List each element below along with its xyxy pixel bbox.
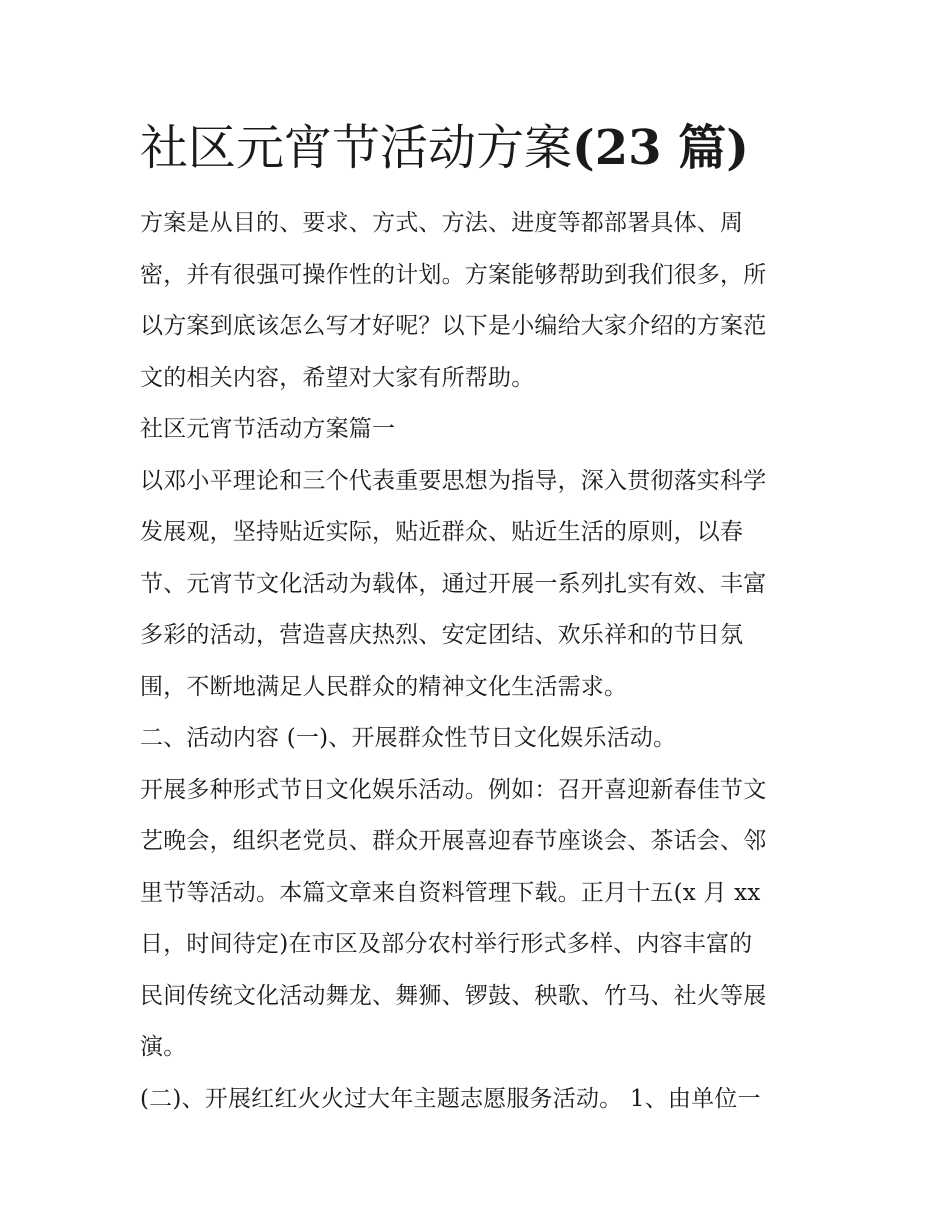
paragraph-line: 发展观，坚持贴近实际，贴近群众、贴近生活的原则，以春 bbox=[140, 519, 744, 545]
paragraph-line: 民间传统文化活动舞龙、舞狮、锣鼓、秧歌、竹马、社火等展 bbox=[140, 982, 767, 1009]
paragraph-line: 日，时间待定)在市区及部分农村举行形式多样、内容丰富的 bbox=[140, 931, 753, 957]
paragraph-line: 文的相关内容，希望对大家有所帮助。 bbox=[140, 364, 535, 391]
section-heading: 二、活动内容 (一)、开展群众性节日文化娱乐活动。 bbox=[140, 725, 677, 751]
paragraph-line: 艺晚会，组织老党员、群众开展喜迎春节座谈会、茶话会、邻 bbox=[140, 828, 767, 854]
paragraph-line: 里节等活动。本篇文章来自资料管理下载。正月十五(x 月 xx bbox=[140, 879, 761, 906]
paragraph-line: 围，不断地满足人民群众的精神文化生活需求。 bbox=[140, 673, 628, 700]
document-title bbox=[140, 118, 840, 178]
paragraph-line: 节、元宵节文化活动为载体，通过开展一系列扎实有效、丰富 bbox=[140, 570, 767, 597]
section-heading: 社区元宵节活动方案篇一 bbox=[140, 416, 396, 442]
paragraph-line: 以方案到底该怎么写才好呢？以下是小编给大家介绍的方案范 bbox=[140, 313, 767, 339]
title-main: 社区元宵节活动方案 bbox=[140, 120, 573, 176]
paragraph-line: 方案是从目的、要求、方式、方法、进度等都部署具体、周 bbox=[140, 210, 744, 236]
paragraph-line: 多彩的活动，营造喜庆热烈、安定团结、欢乐祥和的节日氛 bbox=[140, 622, 744, 648]
paragraph-line: 以邓小平理论和三个代表重要思想为指导，深入贯彻落实科学 bbox=[140, 467, 767, 494]
paragraph-line: 演。 bbox=[140, 1034, 187, 1060]
paragraph-line: 开展多种形式节日文化娱乐活动。例如：召开喜迎新春佳节文 bbox=[140, 776, 767, 803]
document-body bbox=[140, 198, 820, 1125]
title-suffix: (23 篇) bbox=[572, 120, 749, 176]
paragraph-line: 密，并有很强可操作性的计划。方案能够帮助到我们很多，所 bbox=[140, 261, 767, 288]
paragraph-line: (二)、开展红红火火过大年主题志愿服务活动。 1、由单位一 bbox=[140, 1085, 761, 1112]
